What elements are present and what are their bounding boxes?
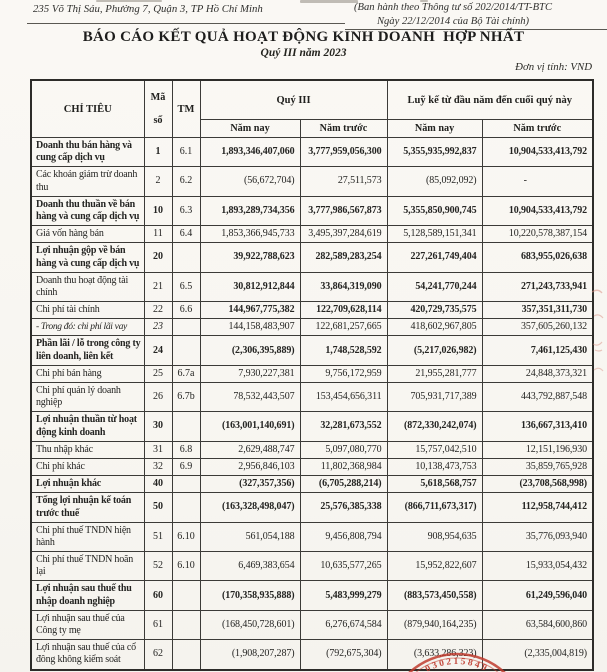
- ytd-prior-value: 24,848,373,321: [482, 365, 593, 382]
- note-cell: [172, 243, 200, 272]
- note-cell: [172, 610, 200, 639]
- q3-prior-value: 10,635,577,265: [300, 552, 387, 581]
- note-cell: 6.6: [172, 302, 200, 319]
- q3-current-value: (163,328,498,047): [200, 493, 300, 522]
- note-cell: 6.10: [172, 522, 200, 551]
- criteria-cell: Chi phí tài chính: [31, 302, 144, 319]
- ytd-current-value: 15,952,822,607: [387, 552, 482, 581]
- criteria-cell: Doanh thu hoạt động tài chính: [31, 272, 144, 301]
- code-cell: 23: [144, 319, 172, 336]
- table-row: [31, 272, 593, 301]
- ytd-prior-value: 10,904,533,413,792: [482, 138, 593, 167]
- criteria-cell: - Trong đó: chi phí lãi vay: [31, 319, 144, 336]
- q3-current-value: 30,812,912,844: [200, 272, 300, 301]
- q3-current-value: 144,967,775,382: [200, 302, 300, 319]
- criteria-cell: Giá vốn hàng bán: [31, 226, 144, 243]
- table-row: [31, 581, 593, 610]
- criteria-cell: Chi phí khác: [31, 458, 144, 475]
- circular-reference: [303, 1, 603, 28]
- table-row: [31, 476, 593, 493]
- note-cell: [172, 412, 200, 441]
- table-row: [31, 610, 593, 639]
- code-cell: 20: [144, 243, 172, 272]
- criteria-cell: Lợi nhuận thuần từ hoạt động kinh doanh: [31, 412, 144, 441]
- report-title: BÁO CÁO KẾT QUẢ HOẠT ĐỘNG KINH DOANH HỢP NHẤT: [82, 29, 525, 45]
- ytd-prior-value: 35,859,765,928: [482, 458, 593, 475]
- code-cell: 21: [144, 272, 172, 301]
- q3-current-value: 7,930,227,381: [200, 365, 300, 382]
- code-cell: 10: [144, 196, 172, 225]
- code-cell: 61: [144, 610, 172, 639]
- q3-prior-value: 33,864,319,090: [300, 272, 387, 301]
- criteria-cell: Chi phí thuế TNDN hiện hành: [31, 522, 144, 551]
- criteria-cell: Chi phí bán hàng: [31, 365, 144, 382]
- q3-current-value: (163,001,140,691): [200, 412, 300, 441]
- note-cell: [172, 493, 200, 522]
- q3-prior-value: 153,454,656,311: [300, 383, 387, 412]
- table-row: [31, 243, 593, 272]
- note-cell: [172, 581, 200, 610]
- q3-prior-value: (6,705,288,214): [300, 476, 387, 493]
- ytd-prior-value: 443,792,887,548: [482, 383, 593, 412]
- col-header-quarter-current: Năm nay: [200, 120, 300, 138]
- ytd-prior-value: 112,958,744,412: [482, 493, 593, 522]
- ytd-current-value: (883,573,450,558): [387, 581, 482, 610]
- criteria-cell: Lợi nhuận khác: [31, 476, 144, 493]
- table-row: [31, 522, 593, 551]
- circular-line1: (Ban hành theo Thông tư số 202/2014/TT-BTC: [353, 2, 553, 13]
- ytd-current-value: (5,217,026,982): [387, 336, 482, 365]
- code-cell: 22: [144, 302, 172, 319]
- code-cell: 52: [144, 552, 172, 581]
- table-row: [31, 383, 593, 412]
- q3-prior-value: 25,576,385,338: [300, 493, 387, 522]
- ytd-current-value: 5,355,935,992,837: [387, 138, 482, 167]
- note-cell: 6.3: [172, 196, 200, 225]
- note-cell: 6.5: [172, 272, 200, 301]
- ytd-prior-value: 357,351,311,730: [482, 302, 593, 319]
- ytd-current-value: 54,241,770,244: [387, 272, 482, 301]
- table-row: [31, 493, 593, 522]
- code-cell: 25: [144, 365, 172, 382]
- q3-current-value: (170,358,935,888): [200, 581, 300, 610]
- note-cell: 6.7b: [172, 383, 200, 412]
- q3-prior-value: 11,802,368,984: [300, 458, 387, 475]
- q3-current-value: (1,908,207,287): [200, 640, 300, 670]
- code-cell: 26: [144, 383, 172, 412]
- table-row: [31, 552, 593, 581]
- ytd-current-value: 21,955,281,777: [387, 365, 482, 382]
- table-row: [31, 412, 593, 441]
- ytd-current-value: 5,618,568,757: [387, 476, 482, 493]
- table-row: [31, 319, 593, 336]
- ytd-prior-value: 357,605,260,132: [482, 319, 593, 336]
- code-cell: 31: [144, 441, 172, 458]
- income-statement-table: [30, 79, 594, 671]
- q3-current-value: (327,357,356): [200, 476, 300, 493]
- note-cell: 6.8: [172, 441, 200, 458]
- ytd-prior-value: 7,461,125,430: [482, 336, 593, 365]
- currency-unit-note: Đơn vị tính: VND: [515, 61, 592, 73]
- criteria-cell: Thu nhập khác: [31, 441, 144, 458]
- ytd-current-value: (866,711,673,317): [387, 493, 482, 522]
- ytd-prior-value: (23,708,568,998): [482, 476, 593, 493]
- scan-artifact: [96, 0, 162, 2]
- ytd-current-value: 418,602,967,805: [387, 319, 482, 336]
- ytd-current-value: 5,355,850,900,745: [387, 196, 482, 225]
- report-period: Quý III năm 2023: [260, 47, 347, 59]
- ytd-current-value: (879,940,164,235): [387, 610, 482, 639]
- col-header-ytd-current: Năm nay: [387, 120, 482, 138]
- code-cell: 32: [144, 458, 172, 475]
- ytd-current-value: 227,261,749,404: [387, 243, 482, 272]
- q3-prior-value: 9,756,172,959: [300, 365, 387, 382]
- ytd-current-value: (872,330,242,074): [387, 412, 482, 441]
- table-row: [31, 302, 593, 319]
- code-cell: 2: [144, 167, 172, 196]
- ytd-current-value: 10,138,473,753: [387, 458, 482, 475]
- note-cell: 6.9: [172, 458, 200, 475]
- ytd-current-value: (3,633,286,323): [387, 640, 482, 670]
- note-cell: [172, 640, 200, 670]
- note-cell: 6.7a: [172, 365, 200, 382]
- q3-current-value: (2,306,395,889): [200, 336, 300, 365]
- ytd-prior-value: 10,220,578,387,154: [482, 226, 593, 243]
- code-cell: 1: [144, 138, 172, 167]
- col-header-criteria: CHỈ TIÊU: [31, 80, 144, 138]
- q3-current-value: 2,956,846,103: [200, 458, 300, 475]
- code-cell: 60: [144, 581, 172, 610]
- q3-current-value: 1,893,346,407,060: [200, 138, 300, 167]
- q3-current-value: 39,922,788,623: [200, 243, 300, 272]
- table-row: [31, 167, 593, 196]
- table-row: [31, 196, 593, 225]
- q3-prior-value: 6,276,674,584: [300, 610, 387, 639]
- code-cell: 51: [144, 522, 172, 551]
- ytd-prior-value: 15,933,054,432: [482, 552, 593, 581]
- criteria-cell: Tổng lợi nhuận kế toán trước thuế: [31, 493, 144, 522]
- q3-prior-value: 3,777,959,056,300: [300, 138, 387, 167]
- col-header-code: Mã số: [144, 80, 172, 138]
- col-header-ytd-prior: Năm trước: [482, 120, 593, 138]
- ytd-prior-value: 35,776,093,940: [482, 522, 593, 551]
- table-row: [31, 138, 593, 167]
- q3-prior-value: 9,456,808,794: [300, 522, 387, 551]
- table-row: [31, 226, 593, 243]
- note-cell: 6.2: [172, 167, 200, 196]
- table-row: [31, 458, 593, 475]
- ytd-prior-value: 10,904,533,413,792: [482, 196, 593, 225]
- ytd-prior-value: 61,249,596,040: [482, 581, 593, 610]
- criteria-cell: Chi phí quản lý doanh nghiệp: [31, 383, 144, 412]
- col-header-quarter-prior: Năm trước: [300, 120, 387, 138]
- margin-ink-marks: [589, 286, 606, 381]
- circular-line2: Ngày 22/12/2014 của Bộ Tài chính): [376, 15, 530, 27]
- table-row: [31, 365, 593, 382]
- code-cell: 50: [144, 493, 172, 522]
- q3-current-value: 2,629,488,747: [200, 441, 300, 458]
- q3-prior-value: 3,777,986,567,873: [300, 196, 387, 225]
- criteria-cell: Lợi nhuận sau thuế của Công ty mẹ: [31, 610, 144, 639]
- criteria-cell: Doanh thu thuần về bán hàng và cung cấp dịch vụ: [31, 196, 144, 225]
- table-row: [31, 336, 593, 365]
- criteria-cell: Các khoản giảm trừ doanh thu: [31, 167, 144, 196]
- q3-prior-value: 122,681,257,665: [300, 319, 387, 336]
- criteria-cell: Lợi nhuận sau thuế thu nhập doanh nghiệp: [31, 581, 144, 610]
- criteria-cell: Chi phí thuế TNDN hoãn lại: [31, 552, 144, 581]
- header-divider-left: [27, 23, 345, 24]
- code-cell: 62: [144, 640, 172, 670]
- col-header-ytd: Luỹ kế từ đầu năm đến cuối quý này: [387, 80, 593, 120]
- q3-current-value: 6,469,383,654: [200, 552, 300, 581]
- q3-prior-value: 5,097,080,770: [300, 441, 387, 458]
- q3-current-value: 1,893,289,734,356: [200, 196, 300, 225]
- company-seal-stamp: [384, 650, 544, 672]
- seal-tax-id: 030215849: [423, 657, 491, 672]
- code-cell: 11: [144, 226, 172, 243]
- company-address: 235 Võ Thị Sáu, Phường 7, Quận 3, TP Hồ Chí Minh: [33, 3, 263, 15]
- code-cell: 24: [144, 336, 172, 365]
- note-cell: 6.10: [172, 552, 200, 581]
- note-cell: [172, 476, 200, 493]
- q3-prior-value: 282,589,283,254: [300, 243, 387, 272]
- criteria-cell: Phần lãi / lỗ trong công ty liên doanh, liên kết: [31, 336, 144, 365]
- q3-current-value: (168,450,728,601): [200, 610, 300, 639]
- ytd-prior-value: 12,151,196,930: [482, 441, 593, 458]
- q3-prior-value: 5,483,999,279: [300, 581, 387, 610]
- note-cell: [172, 336, 200, 365]
- ytd-current-value: 15,757,042,510: [387, 441, 482, 458]
- table-body: [31, 138, 593, 670]
- criteria-cell: Doanh thu bán hàng và cung cấp dịch vụ: [31, 138, 144, 167]
- note-cell: 6.1: [172, 138, 200, 167]
- ytd-current-value: 5,128,589,151,341: [387, 226, 482, 243]
- ytd-prior-value: -: [482, 167, 593, 196]
- q3-current-value: 1,853,366,945,733: [200, 226, 300, 243]
- col-header-quarter: Quý III: [200, 80, 387, 120]
- q3-prior-value: (792,675,304): [300, 640, 387, 670]
- ytd-current-value: 420,729,735,575: [387, 302, 482, 319]
- ytd-prior-value: 271,243,733,941: [482, 272, 593, 301]
- q3-current-value: 144,158,483,907: [200, 319, 300, 336]
- col-header-note: TM: [172, 80, 200, 138]
- q3-prior-value: 1,748,528,592: [300, 336, 387, 365]
- note-cell: 6.4: [172, 226, 200, 243]
- q3-prior-value: 27,511,573: [300, 167, 387, 196]
- ytd-prior-value: 63,584,600,860: [482, 610, 593, 639]
- criteria-cell: Lợi nhuận sau thuế của cổ đông không kiểm soát: [31, 640, 144, 670]
- q3-current-value: 561,054,188: [200, 522, 300, 551]
- code-cell: 30: [144, 412, 172, 441]
- ytd-prior-value: 683,955,026,638: [482, 243, 593, 272]
- ytd-current-value: 908,954,635: [387, 522, 482, 551]
- ytd-current-value: (85,092,092): [387, 167, 482, 196]
- code-cell: 40: [144, 476, 172, 493]
- table-row: [31, 441, 593, 458]
- criteria-cell: Lợi nhuận gộp về bán hàng và cung cấp dịch vụ: [31, 243, 144, 272]
- ytd-prior-value: (2,335,004,819): [482, 640, 593, 670]
- note-cell: [172, 319, 200, 336]
- q3-prior-value: 122,709,628,114: [300, 302, 387, 319]
- q3-prior-value: 32,281,673,552: [300, 412, 387, 441]
- q3-current-value: 78,532,443,507: [200, 383, 300, 412]
- ytd-current-value: 705,931,717,389: [387, 383, 482, 412]
- q3-prior-value: 3,495,397,284,619: [300, 226, 387, 243]
- q3-current-value: (56,672,704): [200, 167, 300, 196]
- ytd-prior-value: 136,667,313,410: [482, 412, 593, 441]
